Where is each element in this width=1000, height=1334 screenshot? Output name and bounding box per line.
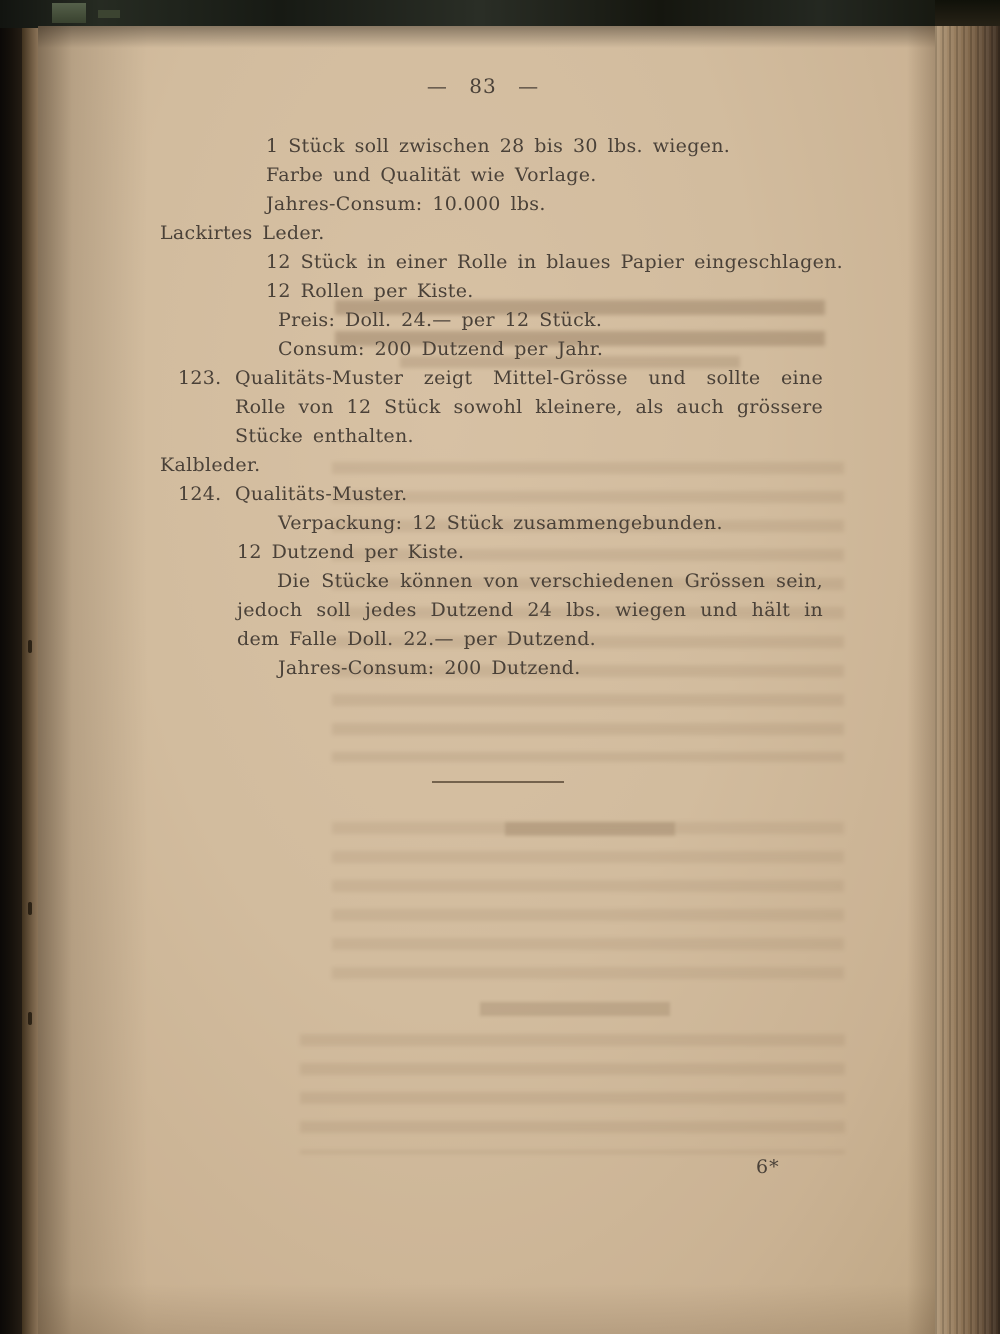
numbered-item-124 bbox=[160, 480, 823, 509]
separator-rule bbox=[432, 781, 564, 783]
page-edges-grain bbox=[935, 26, 1000, 1334]
text-line: Preis: Doll. 24.— per 12 Stück. bbox=[278, 309, 603, 331]
binding-stitch bbox=[28, 902, 32, 915]
section-heading-kalbleder: Kalbleder. bbox=[160, 454, 261, 476]
numbered-item-123 bbox=[160, 364, 823, 451]
bottom-shadow bbox=[38, 1284, 935, 1334]
binding-stitch bbox=[28, 1012, 32, 1025]
text-line: 12 Stück in einer Rolle in blaues Papier eingeschlagen. bbox=[266, 251, 843, 273]
right-edge-shadow bbox=[907, 26, 935, 1334]
text-line: 12 Dutzend per Kiste. bbox=[237, 541, 465, 563]
page-edges-stack bbox=[935, 26, 1000, 1334]
signature-mark: 6* bbox=[756, 1156, 780, 1178]
book-cover-top bbox=[0, 0, 1000, 28]
text-line: 12 Rollen per Kiste. bbox=[266, 280, 474, 302]
item-number: 123. bbox=[178, 367, 222, 389]
text-line: 1 Stück soll zwischen 28 bis 30 lbs. wiegen. bbox=[266, 135, 731, 157]
text-line: Jahres-Consum: 200 Dutzend. bbox=[278, 657, 581, 679]
text-column bbox=[160, 132, 843, 683]
text-line: Verpackung: 12 Stück zusammengebunden. bbox=[278, 512, 723, 534]
spine-label bbox=[52, 3, 86, 23]
gutter-shadow bbox=[38, 26, 148, 1334]
book-spine bbox=[0, 0, 22, 1334]
page-number: — 83 — bbox=[426, 74, 540, 98]
top-shadow bbox=[38, 26, 935, 48]
item-text: Qualitäts-Muster. bbox=[235, 483, 408, 505]
item-text: Qualitäts-Muster zeigt Mittel-Grösse und sollte eine Rolle von 12 Stück sowohl kleinere, als auch grössere Stücke enthalten. bbox=[235, 367, 823, 447]
text-line: Farbe und Qualität wie Vorlage. bbox=[266, 164, 597, 186]
binding-edge bbox=[22, 26, 38, 1334]
item-number: 124. bbox=[178, 483, 222, 505]
text-line: Consum: 200 Dutzend per Jahr. bbox=[278, 338, 604, 360]
section-heading-lackirtes-leder: Lackirtes Leder. bbox=[160, 222, 325, 244]
paragraph: Die Stücke können von verschiedenen Grössen sein, jedoch soll jedes Dutzend 24 lbs. wiegen und hält in dem Falle Doll. 22.— per Dutzend. bbox=[237, 570, 823, 650]
binding-stitch bbox=[28, 640, 32, 653]
text-line: Jahres-Consum: 10.000 lbs. bbox=[266, 193, 546, 215]
